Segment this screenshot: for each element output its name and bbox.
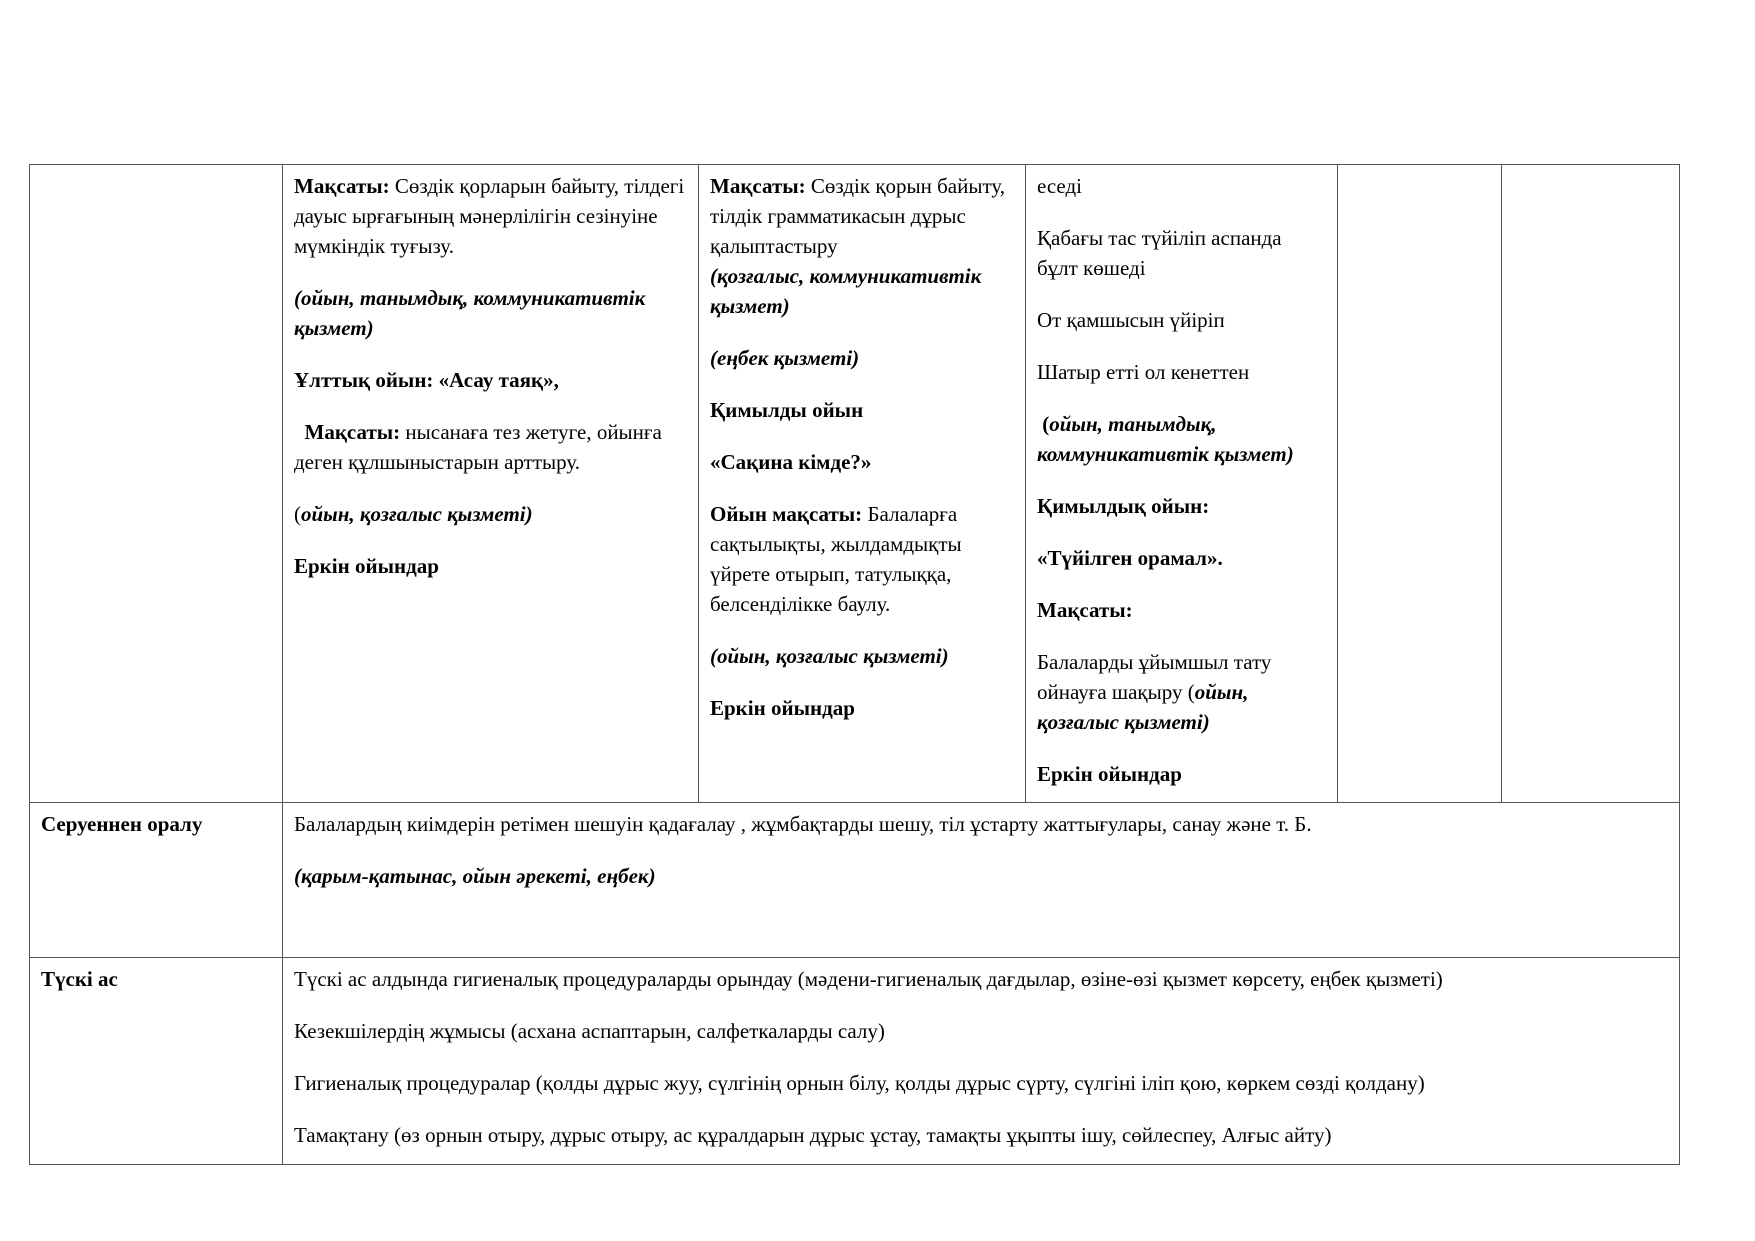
goal-text: Балаларды ұйымшыл тату ойнауға шақыру ( xyxy=(1037,650,1272,704)
empty-cell-col6 xyxy=(1502,165,1680,803)
game-goal-paragraph xyxy=(294,417,687,477)
game-name: «Түйілген орамал». xyxy=(1037,546,1223,570)
row-label-return-from-walk: Серуеннен оралу xyxy=(30,803,283,958)
game-goal-text: нысанаға тез жетуге, ойынға деген құлшыныстарын арттыру. xyxy=(294,420,662,474)
activity-type-2: (ойын, қозғалыс қызметі) xyxy=(294,502,533,526)
activity-cell-col4 xyxy=(1026,165,1338,803)
game-name: «Сақина кімде?» xyxy=(710,450,872,474)
goal-label: Мақсаты: xyxy=(710,174,806,198)
goal-label: Мақсаты: xyxy=(294,174,390,198)
empty-cell-col5 xyxy=(1338,165,1502,803)
goal-paragraph xyxy=(1037,647,1326,737)
activity-type-text: ойын, танымдық, коммуникативтік қызмет) xyxy=(1037,412,1294,466)
row-label-cell-empty xyxy=(30,165,283,803)
activity-type-3: (ойын, қозғалыс қызметі) xyxy=(710,644,949,668)
free-games: Еркін ойындар xyxy=(710,696,855,720)
return-from-walk-text: Балалардың киімдерін ретімен шешуін қадағалау , жұмбақтарды шешу, тіл ұстарту жаттығулары, санау және т. Б. xyxy=(294,812,1312,836)
row-label-lunch: Түскі ас xyxy=(30,958,283,1165)
activity-type-2: (еңбек қызметі) xyxy=(710,346,860,370)
poem-line: еседі xyxy=(1037,174,1082,198)
game-goal-text: Балаларға сақтылықты, жылдамдықты үйрете отырып, татулыққа, белсенділікке баулу. xyxy=(710,502,962,616)
free-games: Еркін ойындар xyxy=(294,554,439,578)
game-goal-label: Мақсаты: xyxy=(294,420,401,444)
table-row-return-from-walk xyxy=(30,803,1680,958)
return-from-walk-content xyxy=(283,803,1680,958)
lunch-line: Гигиеналық процедуралар (қолды дұрыс жуу, сүлгінің орнын білу, қолды дұрыс сүрту, сүлгіні іліп қою, көркем сөзді қолдану) xyxy=(294,1071,1425,1095)
table-row-activities xyxy=(30,165,1680,803)
goal-paragraph xyxy=(294,171,687,261)
game-goal-paragraph xyxy=(710,499,1014,619)
daily-plan-table xyxy=(29,164,1680,1165)
activity-type-2-text: ойын, қозғалыс қызметі) xyxy=(301,502,533,526)
free-games: Еркін ойындар xyxy=(1037,762,1182,786)
poem-line: Шатыр етті ол кенеттен xyxy=(1037,360,1250,384)
activity-type: (ойын, танымдық, коммуникативтік қызмет) xyxy=(1037,412,1294,466)
goal-text: Сөздік қорларын байыту, тілдегі дауыс ырғағының мәнерлілігін сезінуіне мүмкіндік туғызу. xyxy=(294,174,685,258)
lunch-content xyxy=(283,958,1680,1165)
goal-activity: ойын, қозғалыс қызметі) xyxy=(1037,680,1249,734)
national-game-title: Ұлттық ойын: «Асау таяқ», xyxy=(294,368,559,392)
lunch-line: Түскі ас алдында гигиеналық процедураларды орындау (мәдени-гигиеналық дағдылар, өзіне-өзі қызмет көрсету, еңбек қызметі) xyxy=(294,967,1443,991)
activity-cell-col3 xyxy=(699,165,1026,803)
activity-type xyxy=(294,283,687,343)
mobile-game-title: Қимылдық ойын: xyxy=(1037,494,1210,518)
poem-line: От қамшысын үйіріп xyxy=(1037,308,1225,332)
table-row-lunch xyxy=(30,958,1680,1165)
goal-text: Сөздік қорын байыту, тілдік грамматикасын дұрыс қалыптастыру xyxy=(710,174,1006,258)
poem-line: Қабағы тас түйіліп аспанда бұлт көшеді xyxy=(1037,226,1282,280)
activity-type-text: (ойын, танымдық, коммуникативтік қызмет) xyxy=(294,286,646,340)
lunch-line: Тамақтану (өз орнын отыру, дұрыс отыру, ас құралдарын дұрыс ұстау, тамақты ұқыпты ішу, сөйлеспеу, Алғыс айту) xyxy=(294,1123,1332,1147)
game-goal-label: Ойын мақсаты: xyxy=(710,502,863,526)
return-from-walk-activity: (қарым-қатынас, ойын әрекеті, еңбек) xyxy=(294,864,656,888)
activity-type: (қозғалыс, коммуникативтік қызмет) xyxy=(710,264,982,318)
mobile-game-title: Қимылды ойын xyxy=(710,398,864,422)
activity-cell-col2 xyxy=(283,165,699,803)
goal-label: Мақсаты: xyxy=(1037,598,1133,622)
goal-paragraph xyxy=(710,171,1014,261)
lunch-line: Кезекшілердің жұмысы (асхана аспаптарын, салфеткаларды салу) xyxy=(294,1019,885,1043)
